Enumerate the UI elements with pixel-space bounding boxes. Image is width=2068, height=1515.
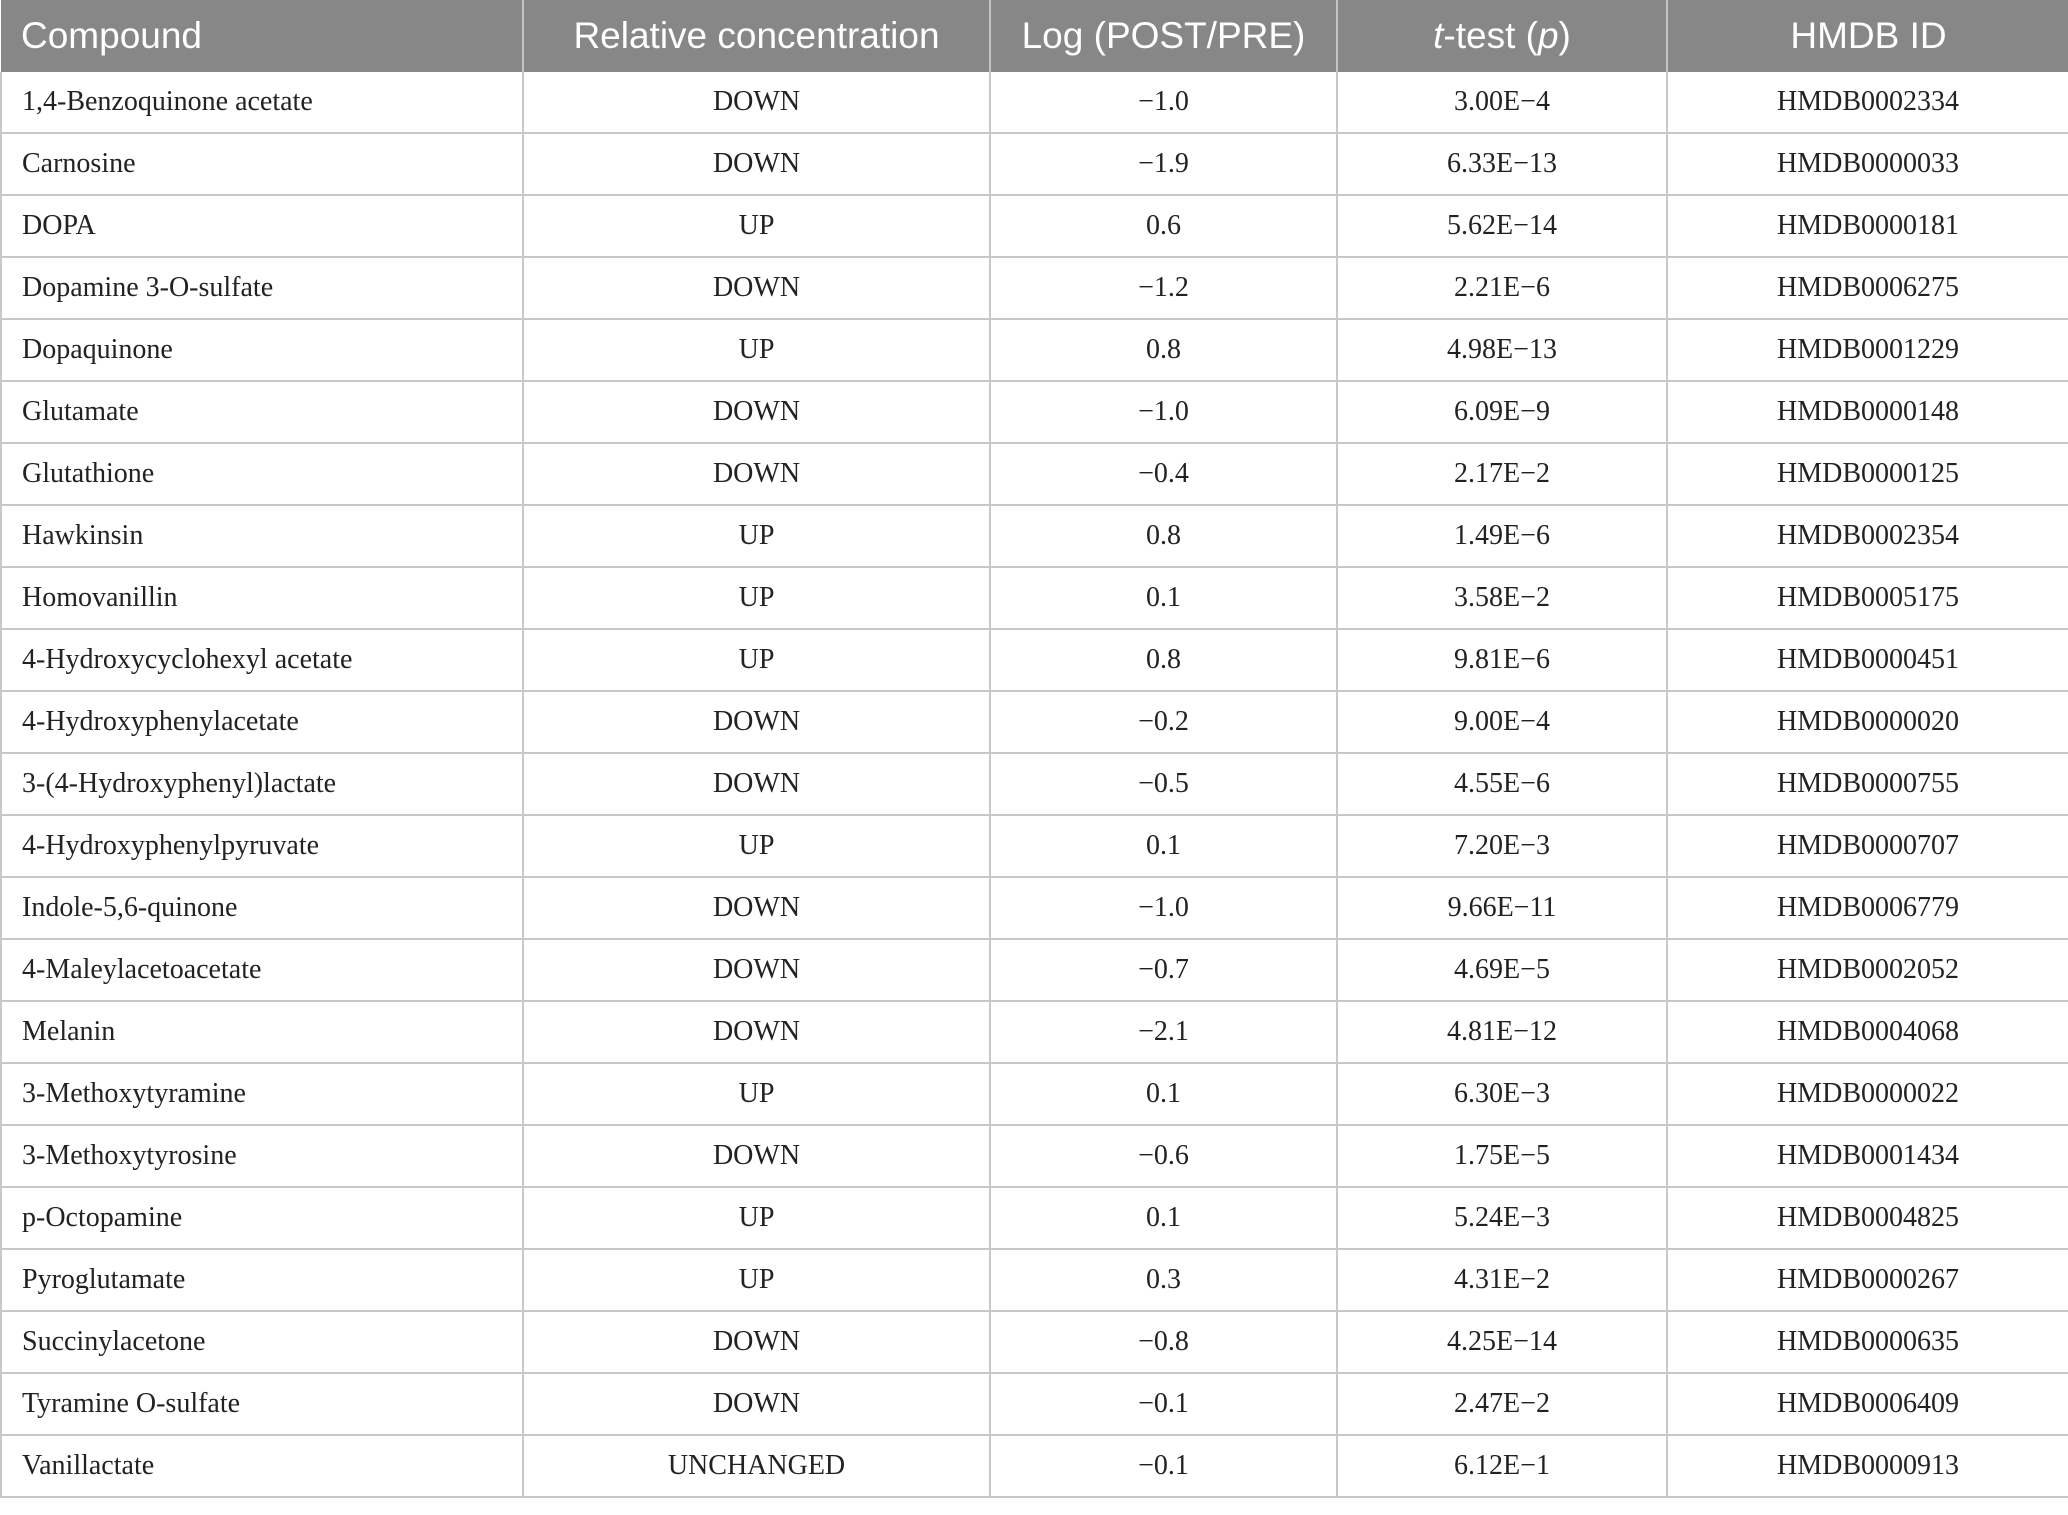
cell-log-ratio: 0.1 <box>990 1063 1337 1125</box>
cell-compound: Dopamine 3-O-sulfate <box>1 257 523 319</box>
table-row <box>1 753 2068 815</box>
cell-log-ratio: 0.1 <box>990 815 1337 877</box>
table-body <box>1 72 2068 1497</box>
cell-log-ratio: −0.6 <box>990 1125 1337 1187</box>
cell-compound: Pyroglutamate <box>1 1249 523 1311</box>
cell-relative-concentration: UP <box>523 629 990 691</box>
table-row <box>1 1435 2068 1497</box>
cell-hmdb-id: HMDB0002354 <box>1667 505 2068 567</box>
cell-relative-concentration: DOWN <box>523 939 990 1001</box>
cell-hmdb-id: HMDB0006409 <box>1667 1373 2068 1435</box>
cell-compound: 4-Hydroxyphenylacetate <box>1 691 523 753</box>
cell-compound: 3-Methoxytyramine <box>1 1063 523 1125</box>
cell-ttest: 4.55E−6 <box>1337 753 1667 815</box>
table-row <box>1 815 2068 877</box>
cell-relative-concentration: UP <box>523 319 990 381</box>
cell-compound: 1,4-Benzoquinone acetate <box>1 72 523 133</box>
cell-compound: Succinylacetone <box>1 1311 523 1373</box>
cell-compound: Carnosine <box>1 133 523 195</box>
cell-ttest: 6.12E−1 <box>1337 1435 1667 1497</box>
cell-hmdb-id: HMDB0005175 <box>1667 567 2068 629</box>
table-row <box>1 443 2068 505</box>
cell-ttest: 2.47E−2 <box>1337 1373 1667 1435</box>
cell-ttest: 1.75E−5 <box>1337 1125 1667 1187</box>
header-relative-concentration: Relative concentration <box>523 0 990 72</box>
header-log-ratio: Log (POST/PRE) <box>990 0 1337 72</box>
cell-compound: Melanin <box>1 1001 523 1063</box>
cell-hmdb-id: HMDB0000125 <box>1667 443 2068 505</box>
cell-hmdb-id: HMDB0000913 <box>1667 1435 2068 1497</box>
cell-relative-concentration: DOWN <box>523 1001 990 1063</box>
table-row <box>1 133 2068 195</box>
cell-compound: Homovanillin <box>1 567 523 629</box>
cell-ttest: 9.00E−4 <box>1337 691 1667 753</box>
cell-compound: Tyramine O-sulfate <box>1 1373 523 1435</box>
cell-relative-concentration: UP <box>523 815 990 877</box>
cell-hmdb-id: HMDB0000707 <box>1667 815 2068 877</box>
cell-hmdb-id: HMDB0000033 <box>1667 133 2068 195</box>
cell-ttest: 5.62E−14 <box>1337 195 1667 257</box>
cell-hmdb-id: HMDB0000267 <box>1667 1249 2068 1311</box>
table-row <box>1 1373 2068 1435</box>
cell-relative-concentration: UNCHANGED <box>523 1435 990 1497</box>
cell-relative-concentration: UP <box>523 567 990 629</box>
table-row <box>1 691 2068 753</box>
table-row <box>1 1249 2068 1311</box>
cell-ttest: 9.81E−6 <box>1337 629 1667 691</box>
cell-ttest: 3.58E−2 <box>1337 567 1667 629</box>
cell-relative-concentration: DOWN <box>523 72 990 133</box>
cell-relative-concentration: DOWN <box>523 1125 990 1187</box>
cell-hmdb-id: HMDB0002052 <box>1667 939 2068 1001</box>
table-row <box>1 195 2068 257</box>
cell-hmdb-id: HMDB0000181 <box>1667 195 2068 257</box>
cell-ttest: 4.98E−13 <box>1337 319 1667 381</box>
cell-compound: Dopaquinone <box>1 319 523 381</box>
cell-relative-concentration: DOWN <box>523 133 990 195</box>
cell-relative-concentration: DOWN <box>523 877 990 939</box>
cell-hmdb-id: HMDB0000022 <box>1667 1063 2068 1125</box>
cell-hmdb-id: HMDB0000451 <box>1667 629 2068 691</box>
cell-relative-concentration: UP <box>523 1187 990 1249</box>
cell-relative-concentration: DOWN <box>523 443 990 505</box>
cell-hmdb-id: HMDB0002334 <box>1667 72 2068 133</box>
cell-relative-concentration: DOWN <box>523 1373 990 1435</box>
cell-compound: 4-Maleylacetoacetate <box>1 939 523 1001</box>
cell-relative-concentration: UP <box>523 195 990 257</box>
cell-log-ratio: −0.7 <box>990 939 1337 1001</box>
cell-log-ratio: 0.8 <box>990 629 1337 691</box>
cell-ttest: 4.31E−2 <box>1337 1249 1667 1311</box>
cell-ttest: 9.66E−11 <box>1337 877 1667 939</box>
table-row <box>1 629 2068 691</box>
cell-log-ratio: −1.0 <box>990 72 1337 133</box>
table-row <box>1 381 2068 443</box>
cell-hmdb-id: HMDB0006779 <box>1667 877 2068 939</box>
cell-log-ratio: 0.1 <box>990 567 1337 629</box>
header-hmdb-id: HMDB ID <box>1667 0 2068 72</box>
cell-ttest: 6.30E−3 <box>1337 1063 1667 1125</box>
cell-ttest: 2.21E−6 <box>1337 257 1667 319</box>
cell-compound: Hawkinsin <box>1 505 523 567</box>
table-row <box>1 1001 2068 1063</box>
cell-ttest: 7.20E−3 <box>1337 815 1667 877</box>
cell-ttest: 4.25E−14 <box>1337 1311 1667 1373</box>
cell-compound: Indole-5,6-quinone <box>1 877 523 939</box>
cell-relative-concentration: DOWN <box>523 691 990 753</box>
cell-log-ratio: −0.1 <box>990 1435 1337 1497</box>
cell-log-ratio: 0.8 <box>990 319 1337 381</box>
cell-ttest: 2.17E−2 <box>1337 443 1667 505</box>
cell-compound: 4-Hydroxycyclohexyl acetate <box>1 629 523 691</box>
header-ttest-p: p <box>1537 15 1559 56</box>
cell-ttest: 3.00E−4 <box>1337 72 1667 133</box>
table-row <box>1 319 2068 381</box>
cell-compound: p-Octopamine <box>1 1187 523 1249</box>
cell-log-ratio: −1.0 <box>990 877 1337 939</box>
table-row <box>1 1063 2068 1125</box>
header-ttest <box>1337 0 1667 72</box>
cell-hmdb-id: HMDB0001434 <box>1667 1125 2068 1187</box>
cell-relative-concentration: DOWN <box>523 1311 990 1373</box>
table-row <box>1 257 2068 319</box>
header-ttest-end: ) <box>1558 15 1571 56</box>
table-row <box>1 939 2068 1001</box>
cell-ttest: 6.33E−13 <box>1337 133 1667 195</box>
table-row <box>1 1187 2068 1249</box>
table-row <box>1 877 2068 939</box>
cell-hmdb-id: HMDB0001229 <box>1667 319 2068 381</box>
table-row <box>1 1125 2068 1187</box>
cell-log-ratio: 0.1 <box>990 1187 1337 1249</box>
cell-relative-concentration: DOWN <box>523 381 990 443</box>
table-row <box>1 505 2068 567</box>
cell-compound: 4-Hydroxyphenylpyruvate <box>1 815 523 877</box>
cell-hmdb-id: HMDB0004825 <box>1667 1187 2068 1249</box>
table-row <box>1 1311 2068 1373</box>
cell-relative-concentration: DOWN <box>523 257 990 319</box>
cell-log-ratio: −0.5 <box>990 753 1337 815</box>
cell-log-ratio: −1.2 <box>990 257 1337 319</box>
header-ttest-mid: -test ( <box>1443 15 1538 56</box>
cell-log-ratio: −1.0 <box>990 381 1337 443</box>
cell-log-ratio: 0.6 <box>990 195 1337 257</box>
cell-relative-concentration: UP <box>523 505 990 567</box>
cell-log-ratio: −2.1 <box>990 1001 1337 1063</box>
cell-log-ratio: −1.9 <box>990 133 1337 195</box>
cell-hmdb-id: HMDB0000755 <box>1667 753 2068 815</box>
cell-log-ratio: 0.3 <box>990 1249 1337 1311</box>
cell-ttest: 4.69E−5 <box>1337 939 1667 1001</box>
cell-hmdb-id: HMDB0006275 <box>1667 257 2068 319</box>
cell-log-ratio: −0.4 <box>990 443 1337 505</box>
table-row <box>1 567 2068 629</box>
cell-relative-concentration: DOWN <box>523 753 990 815</box>
cell-relative-concentration: UP <box>523 1063 990 1125</box>
cell-ttest: 4.81E−12 <box>1337 1001 1667 1063</box>
cell-compound: Vanillactate <box>1 1435 523 1497</box>
header-ttest-t: t <box>1433 15 1444 56</box>
header-row <box>1 0 2068 72</box>
cell-hmdb-id: HMDB0000148 <box>1667 381 2068 443</box>
table-row <box>1 72 2068 133</box>
cell-hmdb-id: HMDB0000635 <box>1667 1311 2068 1373</box>
cell-compound: 3-Methoxytyrosine <box>1 1125 523 1187</box>
cell-log-ratio: −0.1 <box>990 1373 1337 1435</box>
cell-log-ratio: −0.8 <box>990 1311 1337 1373</box>
table-header <box>1 0 2068 72</box>
header-compound: Compound <box>1 0 523 72</box>
cell-hmdb-id: HMDB0000020 <box>1667 691 2068 753</box>
cell-log-ratio: −0.2 <box>990 691 1337 753</box>
cell-ttest: 1.49E−6 <box>1337 505 1667 567</box>
cell-compound: Glutathione <box>1 443 523 505</box>
cell-compound: Glutamate <box>1 381 523 443</box>
cell-relative-concentration: UP <box>523 1249 990 1311</box>
cell-ttest: 5.24E−3 <box>1337 1187 1667 1249</box>
cell-log-ratio: 0.8 <box>990 505 1337 567</box>
cell-compound: DOPA <box>1 195 523 257</box>
cell-compound: 3-(4-Hydroxyphenyl)lactate <box>1 753 523 815</box>
cell-ttest: 6.09E−9 <box>1337 381 1667 443</box>
cell-hmdb-id: HMDB0004068 <box>1667 1001 2068 1063</box>
